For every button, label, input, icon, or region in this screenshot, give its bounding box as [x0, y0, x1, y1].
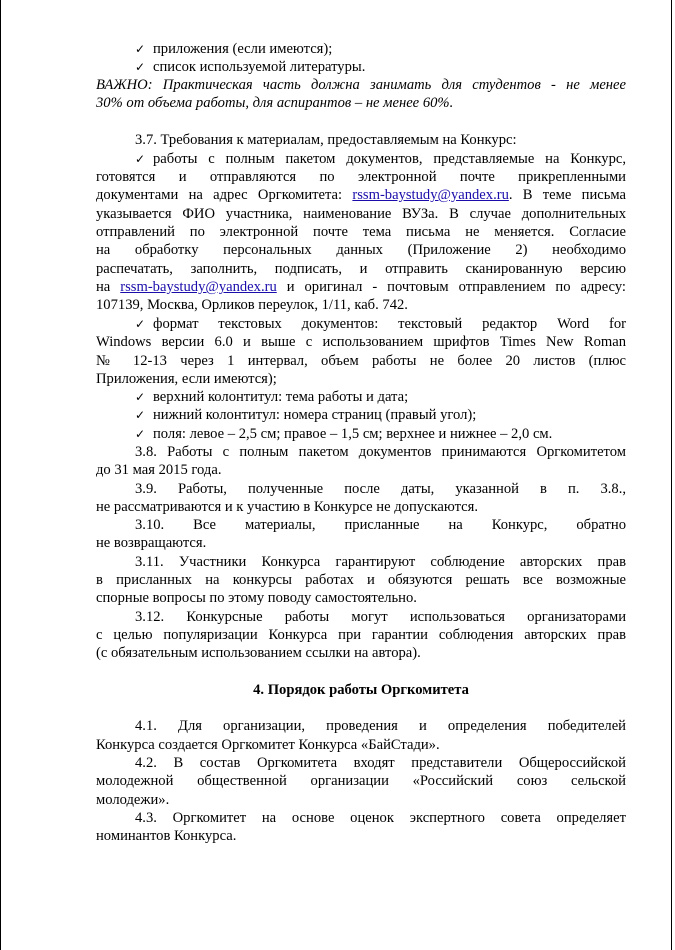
- paragraph-line: молодежи».: [96, 792, 170, 808]
- checkmark-icon: ✓: [135, 390, 146, 404]
- checkmark-icon: ✓: [135, 42, 146, 56]
- paragraph-line: (с обязательным использованием ссылки на автора).: [96, 645, 421, 661]
- paragraph-line: не рассматриваются и к участию в Конкурсе не допускаются.: [96, 499, 478, 515]
- paragraph-line: документами на адрес Оргкомитета: rssm-baystudy@yandex.ru. В теме письма: [96, 187, 627, 203]
- section-heading: 4. Порядок работы Оргкомитета: [253, 682, 469, 698]
- list-item: ✓ работы с полным пакетом документов, представляемые на Конкурс,: [135, 151, 626, 167]
- paragraph-line: отправлений по электронной почте тема письма не меняется. Согласие: [96, 224, 626, 240]
- paragraph-line: Приложения, если имеются);: [96, 371, 277, 387]
- list-item: ✓ верхний колонтитул: тема работы и дата;: [135, 389, 409, 405]
- checkmark-icon: ✓: [135, 427, 146, 441]
- paragraph-line: 3.10. Все материалы, присланные на Конкурс, обратно: [135, 517, 626, 533]
- note-line: ВАЖНО: Практическая часть должна занимать для студентов - не менее: [96, 77, 626, 93]
- list-item: ✓ формат текстовых документов: текстовый редактор Word for: [135, 316, 626, 332]
- paragraph-line: молодежной общественной организации «Российский союз сельской: [96, 773, 626, 789]
- paragraph-line: Windows версии 6.0 и выше с использованием шрифтов Times New Roman: [96, 334, 626, 350]
- list-item: ✓ приложения (если имеются);: [135, 41, 333, 57]
- paragraph-line: 3.8. Работы с полным пакетом документов принимаются Оргкомитетом: [135, 444, 626, 460]
- checkmark-icon: ✓: [135, 60, 146, 74]
- list-item: ✓ список используемой литературы.: [135, 59, 366, 75]
- paragraph-line: указывается ФИО участника, наименование ВУЗа. В случае дополнительных: [96, 206, 626, 222]
- checkmark-icon: ✓: [135, 317, 146, 331]
- paragraph-line: в присланных на конкурсы работах и обязуются решать все возможные: [96, 572, 626, 588]
- paragraph-line: 107139, Москва, Орликов переулок, 1/11, каб. 742.: [96, 297, 408, 313]
- paragraph-line: на rssm-baystudy@yandex.ru и оригинал - почтовым отправлением по адресу:: [96, 279, 626, 295]
- list-item: ✓ поля: левое – 2,5 см; правое – 1,5 см; верхнее и нижнее – 2,0 см.: [135, 426, 553, 442]
- email-link[interactable]: rssm-baystudy@yandex.ru: [120, 279, 277, 295]
- page-border-left: [0, 0, 1, 950]
- paragraph-line: спорные вопросы по этому поводу самостоятельно.: [96, 590, 417, 606]
- paragraph-line: 3.11. Участники Конкурса гарантируют соблюдение авторских прав: [135, 554, 626, 570]
- paragraph-line: не возвращаются.: [96, 535, 207, 551]
- checkmark-icon: ✓: [135, 408, 146, 422]
- paragraph-line: готовятся и отправляются по электронной почте прикрепленными: [96, 169, 626, 185]
- email-link[interactable]: rssm-baystudy@yandex.ru: [352, 187, 509, 203]
- paragraph-line: 3.7. Требования к материалам, предоставляемым на Конкурс:: [135, 132, 517, 148]
- paragraph-line: № 12-13 через 1 интервал, объем работы не более 20 листов (плюс: [96, 353, 626, 369]
- page-border-right: [671, 0, 672, 950]
- paragraph-line: с целью популяризации Конкурса при гарантии соблюдения авторских прав: [96, 627, 626, 643]
- paragraph-line: 4.2. В состав Оргкомитета входят представители Общероссийской: [135, 755, 626, 771]
- note-line: 30% от объема работы, для аспирантов – не менее 60%.: [96, 95, 454, 111]
- paragraph-line: 4.3. Оргкомитет на основе оценок экспертного совета определяет: [135, 810, 626, 826]
- paragraph-line: на обработку персональных данных (Приложение 2) необходимо: [96, 242, 626, 258]
- paragraph-line: 3.12. Конкурсные работы могут использоваться организаторами: [135, 609, 626, 625]
- paragraph-line: распечатать, заполнить, подписать, и отправить сканированную версию: [96, 261, 626, 277]
- paragraph-line: Конкурса создается Оргкомитет Конкурса «БайСтади».: [96, 737, 440, 753]
- paragraph-line: номинантов Конкурса.: [96, 828, 237, 844]
- paragraph-line: 4.1. Для организации, проведения и определения победителей: [135, 718, 626, 734]
- paragraph-line: до 31 мая 2015 года.: [96, 462, 222, 478]
- list-item: ✓ нижний колонтитул: номера страниц (правый угол);: [135, 407, 477, 423]
- checkmark-icon: ✓: [135, 152, 146, 166]
- paragraph-line: 3.9. Работы, полученные после даты, указанной в п. 3.8.,: [135, 481, 626, 497]
